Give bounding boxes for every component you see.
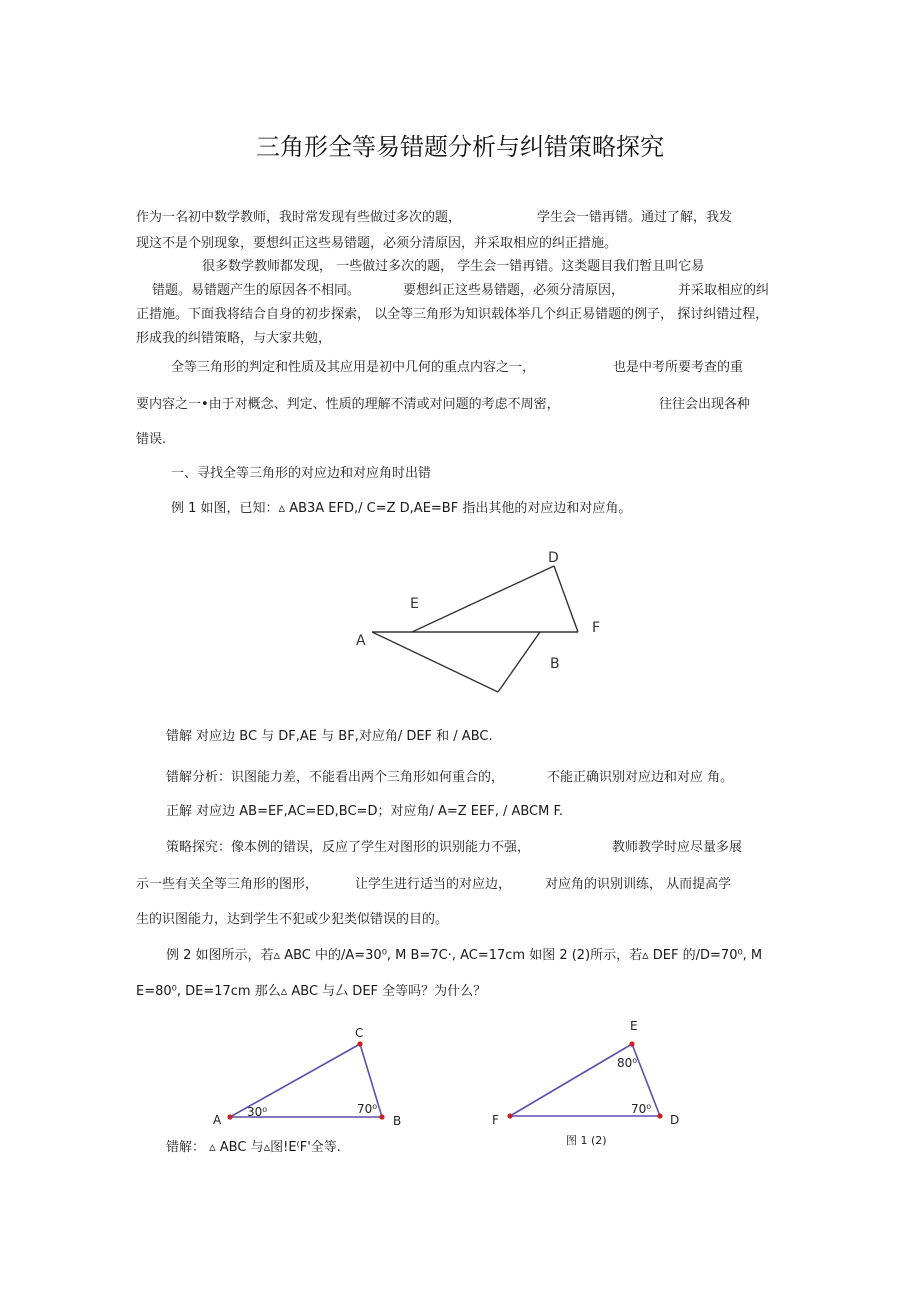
section-heading-1: 一、寻找全等三角形的对应边和对应角时出错 (171, 466, 432, 481)
label-e: E (630, 1019, 638, 1033)
strategy-1-line-3: 生的识图能力，达到学生不犯或少犯类似错误的目的。 (136, 912, 449, 927)
strategy-1-line-2a: 示一些有关全等三角形的图形， (136, 877, 319, 892)
label-b: B (393, 1114, 402, 1128)
figure-1-lines (372, 566, 578, 692)
intro-line-4b: 要想纠正这些易错题，必须分清原因， (403, 283, 625, 298)
para2-line-2a: 要内容之一•由于对概念、判定、性质的理解不清或对问题的考虑不周密， (136, 397, 560, 412)
para2-line-1b: 也是中考所要考查的重 (613, 360, 744, 375)
intro-line-4a: 错题。易错题产生的原因各不相同。 (152, 283, 361, 298)
strategy-1-line-1b: 教师教学时应尽量多展 (612, 840, 743, 855)
point-b (379, 1114, 384, 1119)
point-f (507, 1113, 512, 1118)
point-c (357, 1041, 362, 1046)
wrong-solution-1: 错解 对应边 BC 与 DF,AE 与 BF,对应角/ DEF 和 / ABC. (166, 729, 493, 744)
example-2-line-2: E=80⁰, DE=17cm 那么▵ ABC 与厶 DEF 全等吗？为什么？ (136, 984, 487, 999)
analysis-1a: 错解分析：识图能力差，不能看出两个三角形如何重合的， (166, 770, 505, 785)
angle-d-label: 70⁰ (631, 1102, 652, 1116)
label-a: A (213, 1113, 222, 1127)
intro-line-1b: 学生会一错再错。通过了解，我发 (537, 210, 733, 225)
point-e (629, 1041, 634, 1046)
fig1-label-b: B (550, 656, 560, 672)
example-1-statement: 例 1 如图，已知：▵ AB3A EFD,/ C=Z D,AE=BF 指出其他的对应边和对应角。 (171, 501, 632, 516)
para2-line-2b: 往往会出现各种 (659, 397, 751, 412)
angle-b-label: 70⁰ (357, 1102, 378, 1116)
example-2-line-1: 例 2 如图所示，若▵ ABC 中的/A=30⁰, M B=7C·, AC=17cm 如图 2 (2)所示，若▵ DEF 的/D=70⁰, M (166, 948, 763, 963)
figure-1 (340, 540, 620, 710)
label-f: F (492, 1113, 499, 1127)
point-d (657, 1113, 662, 1118)
intro-line-5: 正措施。下面我将结合自身的初步探索， 以全等三角形为知识载体举几个纠正易错题的例子， 探讨纠错过程， (136, 307, 769, 322)
strategy-1-line-2c: 对应角的识别训练， 从而提高学 (545, 877, 732, 892)
wrong-solution-2: 错解： ▵ ABC 与▵图!E⁽F'全等. (166, 1140, 341, 1155)
correct-solution-1: 正解 对应边 AB=EF,AC=ED,BC=D；对应角/ A=Z EEF, / ABCM F. (166, 804, 564, 819)
figure-2-abc (205, 1020, 415, 1130)
intro-line-6: 形成我的纠错策略，与大家共勉， (136, 331, 332, 346)
fig1-label-e: E (410, 596, 419, 612)
intro-line-1a: 作为一名初中数学教师，我时常发现有些做过多次的题， (136, 210, 462, 225)
strategy-1-line-2b: 让学生进行适当的对应边， (355, 877, 512, 892)
point-a (227, 1114, 232, 1119)
fig1-label-f: F (592, 620, 601, 636)
page-title: 三角形全等易错题分析与纠错策略探究 (256, 133, 664, 161)
intro-line-4c: 并采取相应的纠 (678, 283, 770, 298)
fig1-label-d: D (548, 550, 559, 566)
para2-line-3: 错误. (136, 432, 167, 447)
angle-a-label: 30⁰ (247, 1105, 268, 1119)
figure-2-def (480, 1010, 690, 1147)
label-c: C (355, 1026, 364, 1040)
label-d: D (670, 1113, 680, 1127)
strategy-1-line-1a: 策略探究：像本例的错误，反应了学生对图形的识别能力不强， (166, 840, 531, 855)
para2-line-1a: 全等三角形的判定和性质及其应用是初中几何的重点内容之一， (171, 360, 536, 375)
intro-line-3: 很多数学教师都发现， 一些做过多次的题， 学生会一错再错。这类题目我们暂且叫它易 (202, 259, 705, 274)
fig1-label-a: A (356, 633, 366, 649)
intro-line-2: 现这不是个别现象，要想纠正这些易错题，必须分清原因，并采取相应的纠正措施。 (136, 236, 618, 251)
analysis-1b: 不能正确识别对应边和对应 角。 (547, 770, 734, 785)
figure-caption: 图 1 (2) (566, 1134, 607, 1147)
angle-e-label: 80⁰ (617, 1056, 638, 1070)
